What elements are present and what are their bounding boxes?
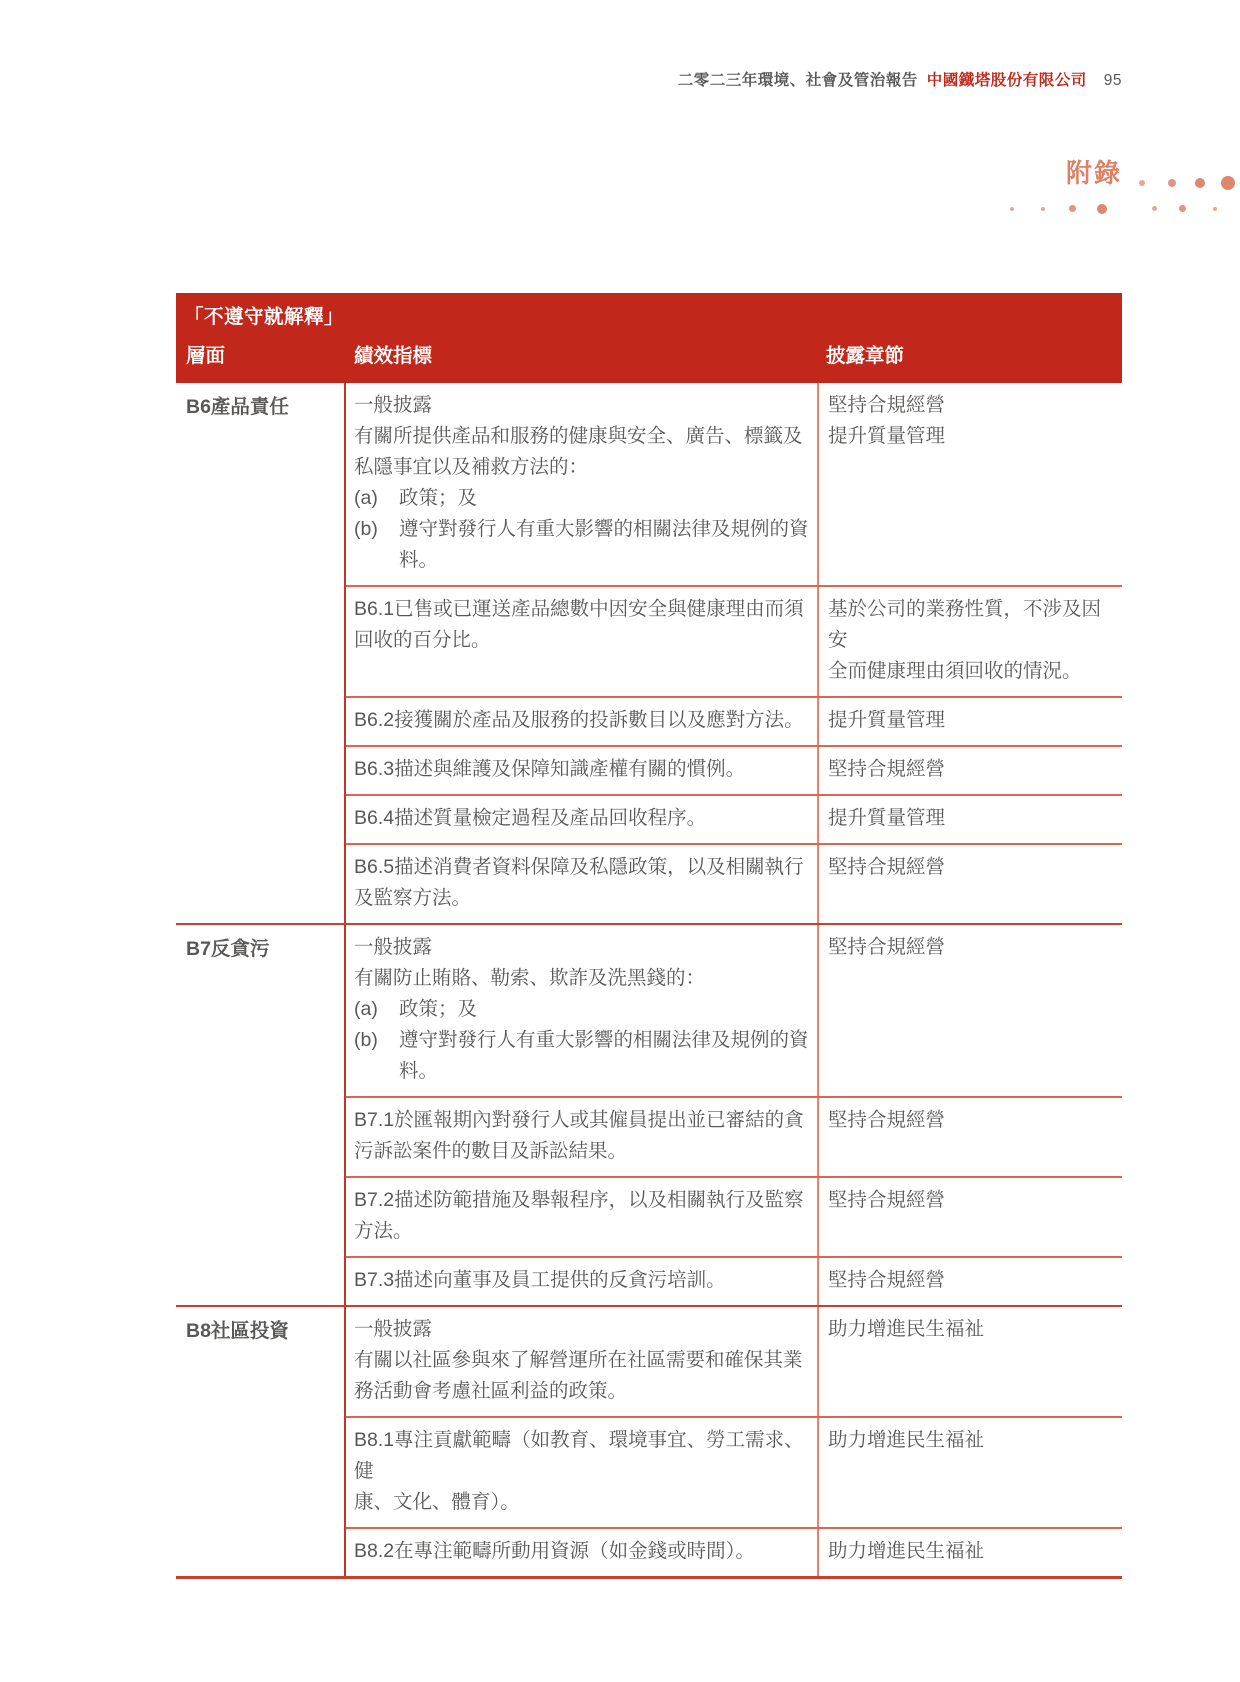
decor-dot (1195, 178, 1205, 188)
kpi-line: B7.3描述向董事及員工提供的反貪污培訓。 (354, 1269, 726, 1291)
kpi-line: 污訴訟案件的數目及訴訟結果。 (354, 1140, 628, 1162)
disclosure-line: 全而健康理由須回收的情況。 (828, 660, 1082, 682)
kpi-cell (346, 1178, 817, 1256)
kpi-list-item (354, 994, 811, 1025)
kpi-cell (346, 1258, 817, 1305)
disclosure-line: 助力增進民生福祉 (828, 1318, 985, 1340)
table-row (346, 383, 1122, 585)
column-header-row (176, 344, 1122, 368)
appendix-title: 附錄 (1065, 158, 1122, 188)
kpi-line: B6.2接獲關於產品及服務的投訴數目以及應對方法。 (354, 709, 804, 731)
kpi-line: B7.2描述防範措施及舉報程序，以及相關執行及監察 (354, 1189, 804, 1211)
aspect-label: B6產品責任 (176, 383, 346, 923)
disclosure-cell (817, 1178, 1122, 1256)
table-row (346, 794, 1122, 843)
kpi-list-item (354, 514, 811, 576)
table-row (346, 585, 1122, 696)
item-text: 政策；及 (399, 998, 478, 1020)
kpi-line: 務活動會考慮社區利益的政策。 (354, 1380, 628, 1402)
column-header-aspect: 層面 (186, 345, 226, 367)
aspect-label: B8社區投資 (176, 1307, 346, 1576)
decor-dot (1097, 204, 1107, 214)
column-header-disclosure: 披露章節 (826, 345, 905, 367)
decor-dot (1139, 180, 1145, 186)
kpi-line: 有關所提供產品和服務的健康與安全、廣告、標籤及 (354, 425, 803, 447)
table-row (346, 1176, 1122, 1256)
aspect-label: B7反貪污 (176, 925, 346, 1305)
item-marker: (a) (354, 487, 378, 509)
decor-dot (1152, 206, 1157, 211)
decor-dot (1213, 207, 1217, 211)
disclosure-cell (817, 845, 1122, 923)
disclosure-line: 助力增進民生福祉 (828, 1429, 985, 1451)
kpi-list-item (354, 483, 811, 514)
disclosure-cell (817, 1098, 1122, 1176)
decor-dot (1221, 176, 1235, 190)
kpi-line: 一般披露 (354, 1318, 433, 1340)
table-row (346, 1307, 1122, 1416)
table-section-b7 (176, 923, 1122, 1305)
disclosure-cell (817, 925, 1122, 1096)
page-header (678, 68, 1122, 90)
disclosure-line: 提升質量管理 (828, 807, 946, 829)
disclosure-line: 堅持合規經營 (828, 936, 946, 958)
table-row (346, 1416, 1122, 1527)
table-section-b6 (176, 383, 1122, 923)
disclosure-line: 提升質量管理 (828, 709, 946, 731)
item-marker: (b) (354, 518, 378, 540)
disclosure-cell (817, 1307, 1122, 1416)
disclosure-line: 堅持合規經營 (828, 394, 946, 416)
company-name: 中國鐵塔股份有限公司 (926, 72, 1087, 89)
table-row (346, 1527, 1122, 1576)
item-text: 遵守對發行人有重大影響的相關法律及規例的資料。 (399, 1029, 809, 1082)
kpi-cell (346, 796, 817, 843)
kpi-cell (346, 1418, 817, 1527)
disclosure-cell (817, 796, 1122, 843)
table-row (346, 696, 1122, 745)
kpi-line: B8.1專注貢獻範疇（如教育、環境事宜、勞工需求、健 (354, 1429, 804, 1482)
decor-dot (1168, 179, 1176, 187)
item-text: 遵守對發行人有重大影響的相關法律及規例的資料。 (399, 518, 809, 571)
report-title: 二零二三年環境、社會及管治報告 (677, 72, 918, 89)
disclosure-cell (817, 698, 1122, 745)
kpi-cell (346, 747, 817, 794)
table-row (346, 1096, 1122, 1176)
kpi-cell (346, 925, 817, 1096)
kpi-list-item (354, 1025, 811, 1087)
table-header (176, 293, 1122, 383)
disclosure-cell (817, 383, 1122, 585)
decor-dot (1069, 205, 1076, 212)
kpi-line: B7.1於匯報期內對發行人或其僱員提出並已審結的貪 (354, 1109, 804, 1131)
kpi-line: 私隱事宜以及補救方法的： (354, 456, 589, 478)
kpi-cell (346, 383, 817, 585)
kpi-line: 一般披露 (354, 394, 433, 416)
disclosure-cell (817, 1418, 1122, 1527)
page-number: 95 (1103, 72, 1122, 89)
disclosure-line: 堅持合規經營 (828, 1269, 946, 1291)
item-text: 政策；及 (399, 487, 478, 509)
kpi-line: B6.4描述質量檢定過程及產品回收程序。 (354, 807, 707, 829)
kpi-line: 一般披露 (354, 936, 433, 958)
decor-dot (1041, 207, 1045, 211)
disclosure-line: 堅持合規經營 (828, 856, 946, 878)
kpi-cell (346, 845, 817, 923)
comply-or-explain-table (176, 293, 1122, 1579)
kpi-line: 方法。 (354, 1220, 413, 1242)
disclosure-line: 基於公司的業務性質，不涉及因安 (828, 598, 1102, 651)
disclosure-cell (817, 1529, 1122, 1576)
kpi-line: B6.5描述消費者資料保障及私隱政策，以及相關執行 (354, 856, 804, 878)
disclosure-line: 堅持合規經營 (828, 758, 946, 780)
disclosure-line: 堅持合規經營 (828, 1189, 946, 1211)
item-marker: (b) (354, 1029, 378, 1051)
kpi-cell (346, 1529, 817, 1576)
decor-dot (1010, 207, 1014, 211)
table-row (346, 925, 1122, 1096)
table-section-b8 (176, 1305, 1122, 1576)
table-title: 「不遵守就解釋」 (184, 306, 345, 328)
kpi-cell (346, 698, 817, 745)
kpi-line: B6.1已售或已運送產品總數中因安全與健康理由而須 (354, 598, 804, 620)
disclosure-line: 堅持合規經營 (828, 1109, 946, 1131)
table-row (346, 745, 1122, 794)
kpi-line: B6.3描述與維護及保障知識產權有關的慣例。 (354, 758, 746, 780)
kpi-cell (346, 1307, 817, 1416)
item-marker: (a) (354, 998, 378, 1020)
disclosure-line: 提升質量管理 (828, 425, 946, 447)
table-row (346, 843, 1122, 923)
disclosure-cell (817, 587, 1122, 696)
kpi-line: 及監察方法。 (354, 887, 472, 909)
kpi-line: 有關以社區參與來了解營運所在社區需要和確保其業 (354, 1349, 803, 1371)
kpi-cell (346, 1098, 817, 1176)
table-row (346, 1256, 1122, 1305)
kpi-line: 回收的百分比。 (354, 629, 491, 651)
disclosure-cell (817, 1258, 1122, 1305)
disclosure-line: 助力增進民生福祉 (828, 1540, 985, 1562)
kpi-cell (346, 587, 817, 696)
decor-dot (1179, 205, 1186, 212)
kpi-line: 康、文化、體育）。 (354, 1491, 520, 1513)
kpi-line: 有關防止賄賂、勒索、欺詐及洗黑錢的： (354, 967, 706, 989)
kpi-line: B8.2在專注範疇所動用資源（如金錢或時間）。 (354, 1540, 755, 1562)
column-header-kpi: 績效指標 (354, 345, 433, 367)
disclosure-cell (817, 747, 1122, 794)
